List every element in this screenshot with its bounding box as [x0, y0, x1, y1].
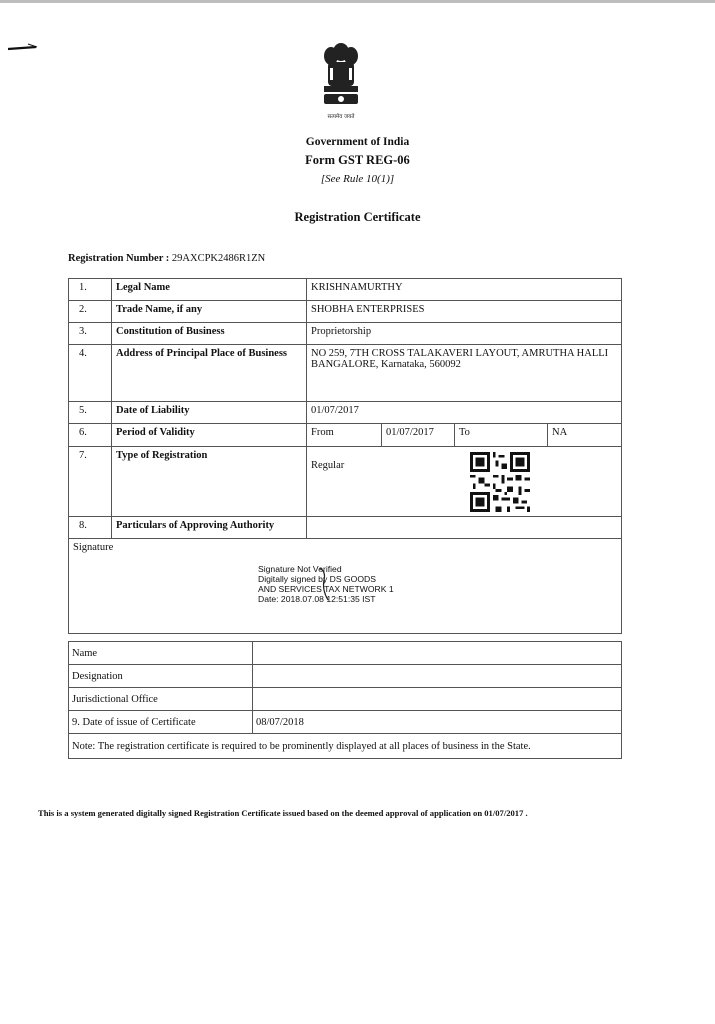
- certificate-title: Registration Certificate: [294, 210, 421, 224]
- registration-type-cell: [307, 447, 622, 517]
- pen-mark-icon: [6, 40, 40, 54]
- row-number: 5.: [69, 402, 112, 424]
- row-label: Type of Registration: [112, 447, 307, 517]
- row-value: Regular: [311, 460, 345, 471]
- row-label: Particulars of Approving Authority: [112, 517, 307, 539]
- detail-value: [253, 642, 622, 665]
- national-emblem-icon: [316, 40, 366, 122]
- detail-label: 9. Date of issue of Certificate: [69, 711, 253, 734]
- government-title: Government of India: [305, 136, 410, 148]
- table-row: [69, 301, 622, 323]
- table-row: [69, 323, 622, 345]
- top-border: [0, 0, 715, 3]
- footer-statement: This is a system generated digitally signed Registration Certificate issued based on the deemed approval of application on 01/07/2017 .: [38, 808, 528, 818]
- certificate-note: Note: The registration certificate is required to be prominently displayed at all places of business in the State.: [69, 734, 622, 759]
- detail-value: [253, 688, 622, 711]
- row-value: NO 259, 7TH CROSS TALAKAVERI LAYOUT, AMRUTHA HALLI BANGALORE, Karnataka, 560092: [307, 345, 622, 402]
- detail-label: Name: [69, 642, 253, 665]
- row-label: Legal Name: [112, 279, 307, 301]
- detail-value: [253, 665, 622, 688]
- row-number: 2.: [69, 301, 112, 323]
- table-row: [69, 424, 622, 447]
- validity-table: [307, 424, 621, 446]
- emblem-caption: सत्यमेव जयते: [327, 114, 355, 120]
- table-row: [69, 447, 622, 517]
- table-row: [69, 665, 622, 688]
- registration-number: [68, 253, 265, 264]
- to-label: To: [455, 424, 548, 446]
- table-row: [69, 517, 622, 539]
- detail-label: Jurisdictional Office: [69, 688, 253, 711]
- table-row: [69, 279, 622, 301]
- to-date: NA: [552, 427, 568, 438]
- authority-details-table: [68, 641, 622, 759]
- table-row: [69, 711, 622, 734]
- signature-signer-org: AND SERVICES TAX NETWORK 1: [258, 584, 394, 594]
- rule-reference: [See Rule 10(1)]: [320, 173, 395, 185]
- row-value: [307, 517, 622, 539]
- row-label: Trade Name, if any: [112, 301, 307, 323]
- row-value: Proprietorship: [307, 323, 622, 345]
- row-label: Address of Principal Place of Business: [112, 345, 307, 402]
- signature-label: Signature: [73, 542, 114, 553]
- detail-value: 08/07/2018: [253, 711, 622, 734]
- table-row: [69, 688, 622, 711]
- qr-code-icon: [470, 452, 530, 512]
- from-date: 01/07/2017: [382, 424, 455, 446]
- row-label: Constitution of Business: [112, 323, 307, 345]
- registration-number-label: Registration Number :: [68, 253, 170, 264]
- signature-status: Signature Not Verified: [258, 564, 342, 574]
- detail-label: Designation: [69, 665, 253, 688]
- row-label: Date of Liability: [112, 402, 307, 424]
- table-row: [69, 402, 622, 424]
- form-title: Form GST REG-06: [305, 153, 410, 167]
- row-label: Period of Validity: [112, 424, 307, 447]
- signature-signed-by: Digitally signed by DS GOODS: [258, 574, 376, 584]
- row-number: 6.: [69, 424, 112, 447]
- note-row: [69, 734, 622, 759]
- row-value: 01/07/2017: [307, 402, 622, 424]
- registration-number-value: 29AXCPK2486R1ZN: [171, 253, 266, 264]
- row-number: 8.: [69, 517, 112, 539]
- row-number: 3.: [69, 323, 112, 345]
- row-value: SHOBHA ENTERPRISES: [307, 301, 622, 323]
- table-row: [69, 642, 622, 665]
- row-number: 1.: [69, 279, 112, 301]
- from-label: From: [307, 424, 382, 446]
- row-number: 7.: [69, 447, 112, 517]
- table-row: [69, 345, 622, 402]
- signature-date: Date: 2018.07.08 12:51:35 IST: [258, 594, 376, 604]
- row-value: KRISHNAMURTHY: [307, 279, 622, 301]
- validity-cell: [307, 424, 622, 447]
- row-number: 4.: [69, 345, 112, 402]
- signature-check-icon: [318, 566, 332, 602]
